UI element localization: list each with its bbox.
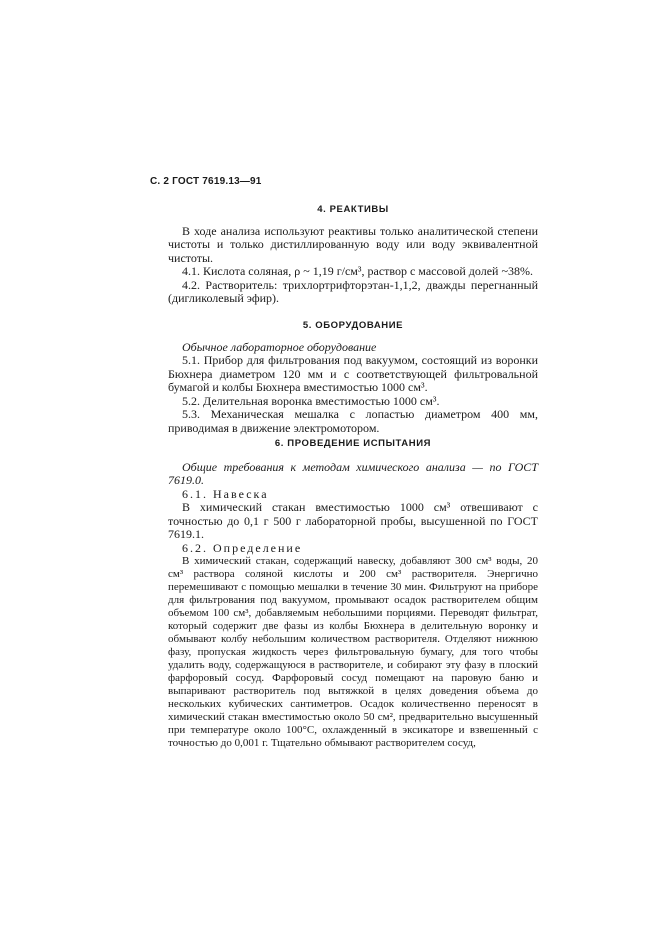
procedure-item-determination-title: 6.2. Определение bbox=[182, 540, 303, 555]
reagent-item-solvent: 4.2. Растворитель: трихлортрифторэтан-1,1,2, дважды перегнанный (дигликолевый эфир). bbox=[168, 277, 538, 305]
section-heading-reagents: 4. РЕАКТИВЫ bbox=[317, 204, 389, 215]
section-reagents bbox=[168, 203, 538, 306]
equipment-item-separating-funnel: 5.2. Делительная воронка вместимостью 1000 см³. bbox=[182, 393, 440, 408]
equipment-subheading: Обычное лабораторное оборудование bbox=[182, 339, 377, 354]
reagent-item-hydrochloric-acid: 4.1. Кислота соляная, ρ ~ 1,19 г/см³, раствор с массовой долей ~38%. bbox=[182, 264, 533, 278]
procedure-general-requirements: Общие требования к методам химического анализа — по ГОСТ 7619.0. bbox=[168, 459, 538, 487]
section-equipment bbox=[168, 319, 538, 435]
reagents-intro: В ходе анализа используют реактивы только аналитической степени чистоты и только дистиллированную воду или воду эквивалентной чистоты. bbox=[168, 223, 538, 265]
equipment-item-mixer: 5.3. Механическая мешалка с лопастью диаметром 400 мм, приводимая в движение электромотором. bbox=[168, 407, 538, 435]
procedure-item-determination-text: В химический стакан, содержащий навеску, добавляют 300 см³ воды, 20 см³ раствора соляной кислоты и 200 см³ растворителя. Энергично перемешивают с помощью мешалки в течение 30 мин. Фильтруют на приборе для фильтрования под вакуумом, промывают осадок растворителем общим объемом 100 см³, добавляемым небольшими порциями. Переводят фильтрат, который содержит две фазы из колбы Бюхнера в делительную воронку и обмывают колбу небольшим количеством растворителя. Отделяют нижнюю фазу, пропуская жидкость через фильтровальную бумагу, для того чтобы удалить воду, содержащуюся в растворителе, и собирают эту фазу в плоский фарфоровый сосуд. Фарфоровый сосуд помещают на паровую баню и выпаривают растворитель под вытяжкой в целях доведения объема до нескольких кубических сантиметров. Осадок количественно переносят в химический стакан вместимостью около 50 см², предварительно высушенный при температуре около 100°С, охлажденный в эксикаторе и взвешенный с точностью до 0,001 г. Тщательно обмывают растворителем сосуд, bbox=[168, 555, 538, 749]
section-heading-equipment: 5. ОБОРУДОВАНИЕ bbox=[302, 320, 404, 331]
page-header: С. 2 ГОСТ 7619.13—91 bbox=[150, 176, 262, 187]
section-heading-procedure: 6. ПРОВЕДЕНИЕ ИСПЫТАНИЯ bbox=[274, 438, 432, 449]
procedure-item-sample-title: 6.1. Навеска bbox=[182, 486, 269, 501]
equipment-item-filter-apparatus: 5.1. Прибор для фильтрования под вакуумом, состоящий из воронки Бюхнера диаметром 120 мм и с соответствующей фильтровальной бумагой и колбы Бюхнера вместимостью 1000 см³. bbox=[168, 353, 538, 394]
section-test-procedure bbox=[168, 437, 538, 750]
procedure-item-sample-text: В химический стакан вместимостью 1000 см³ отвешивают с точностью до 0,1 г 500 г лабораторной пробы, высушенной по ГОСТ 7619.1. bbox=[168, 500, 538, 541]
